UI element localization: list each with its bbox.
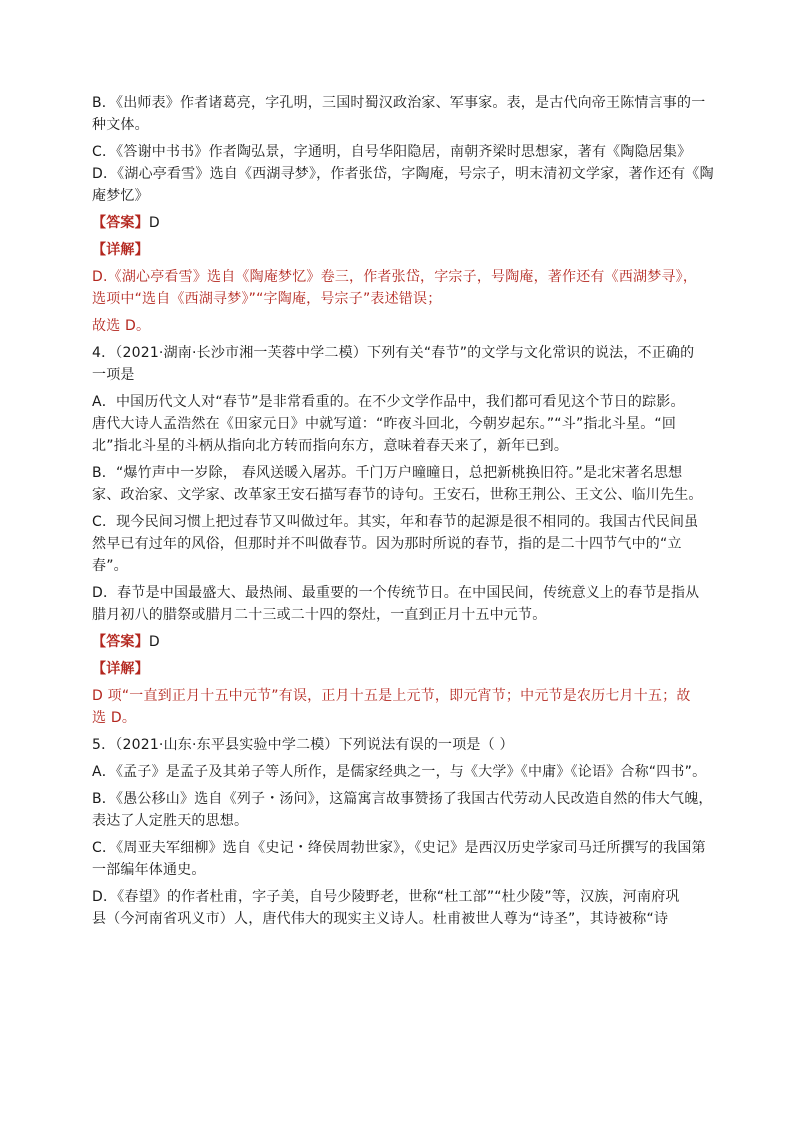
- explanation-line: 选项中“选自《西湖寻梦》”“字陶庵，号宗子”表述错误；: [92, 291, 442, 307]
- answer-value: D: [148, 634, 160, 650]
- text-line: 春”。: [92, 558, 128, 574]
- text-line: D．《湖心亭看雪》选自《西湖寻梦》，作者张岱，字陶庵，号宗子，明末清初文学家，著作还有《陶: [92, 166, 714, 182]
- text-line: 一项是: [92, 367, 135, 383]
- text-line: 庵梦忆》: [92, 188, 149, 204]
- text-line: A．中国历代文人对“春节”是非常看重的。在不少文学作品中，我们都可看见这个节日的踪影。: [92, 394, 685, 410]
- explanation-line: 故选 D。: [92, 318, 151, 334]
- text-line: 县（今河南省巩义市）人，唐代伟大的现实主义诗人。杜甫被世人尊为“诗圣”，其诗被称“诗: [92, 911, 669, 927]
- text-line: C．《周亚夫军细柳》选自《史记・绛侯周勃世家》，《史记》是西汉历史学家司马迁所撰写的我国第: [92, 840, 706, 856]
- explanation-heading: [92, 239, 704, 261]
- text-line: D．《春望》的作者杜甫，字子美，自号少陵野老，世称“杜工部”“杜少陵”等，汉族，河南府巩: [92, 889, 680, 905]
- section-label: 【详解】: [92, 242, 149, 258]
- text-line: A．《孟子》是孟子及其弟子等人所作，是儒家经典之一，与《大学》《中庸》《论语》合称“四书”。: [92, 764, 707, 780]
- text-line: 腊月初八的腊祭或腊月二十三或二十四的祭灶，一直到正月十五中元节。: [92, 607, 547, 623]
- text-line: 唐代大诗人孟浩然在《田家元日》中就写道：“昨夜斗回北，今朝岁起东。”“斗”指北斗星。“回: [92, 416, 677, 432]
- text-line: 表达了人定胜天的思想。: [92, 813, 249, 829]
- explanation-line: D.《湖心亭看雪》选自《陶庵梦忆》卷三，作者张岱，字宗子，号陶庵，著作还有《西湖梦寻》，: [92, 269, 698, 285]
- section-label: 【答案】: [92, 215, 149, 231]
- explanation-line: 选 D。: [92, 710, 137, 726]
- text-line: 种文体。: [92, 117, 149, 133]
- section-label: 【答案】: [92, 634, 149, 650]
- answer-line: [92, 631, 704, 653]
- text-line: 4．（2021·湖南·长沙市湘一芙蓉中学二模）下列有关“春节”的文学与文化常识的说法，不正确的: [92, 345, 695, 361]
- text-line: 家、政治家、文学家、改革家王安石描写春节的诗句。王安石，世称王荆公、王文公、临川先生。: [92, 487, 703, 503]
- text-line: C．《答谢中书书》作者陶弘景，字通明，自号华阳隐居，南朝齐梁时思想家，著有《陶隐居集》: [92, 144, 692, 160]
- text-line: B．《出师表》作者诸葛亮，字孔明，三国时蜀汉政治家、军事家。表，是古代向帝王陈情言事的一: [92, 95, 706, 111]
- text-line: B．《愚公移山》选自《列子・汤问》，这篇寓言故事赞扬了我国古代劳动人民改造自然的伟大气魄，: [92, 791, 713, 807]
- text-line: C．现今民间习惯上把过春节又叫做过年。其实，年和春节的起源是很不相同的。我国古代民间虽: [92, 514, 699, 530]
- text-line: D．春节是中国最盛大、最热闹、最重要的一个传统节日。在中国民间，传统意义上的春节是指从: [92, 585, 700, 601]
- text-line: 然早已有过年的风俗，但那时并不叫做春节。因为那时所说的春节，指的是二十四节气中的“立: [92, 536, 682, 552]
- text-line: 北”指北斗星的斗柄从指向北方转而指向东方，意味着春天来了，新年已到。: [92, 438, 569, 454]
- section-label: 【详解】: [92, 661, 149, 677]
- answer-value: D: [148, 215, 160, 231]
- explanation-line: D 项“一直到正月十五中元节”有误，正月十五是上元节，即元宵节；中元节是农历七月十五；故: [92, 688, 691, 704]
- answer-line: [92, 212, 704, 234]
- text-line: 5．（2021·山东·东平县实验中学二模）下列说法有误的一项是（ ）: [92, 737, 514, 753]
- document-page: [92, 92, 714, 930]
- text-line: B．“爆竹声中一岁除， 春风送暖入屠苏。千门万户曈曈日，总把新桃换旧符。”是北宋著名思想: [92, 465, 683, 481]
- text-line: 一部编年体通史。: [92, 862, 206, 878]
- explanation-heading: [92, 658, 704, 680]
